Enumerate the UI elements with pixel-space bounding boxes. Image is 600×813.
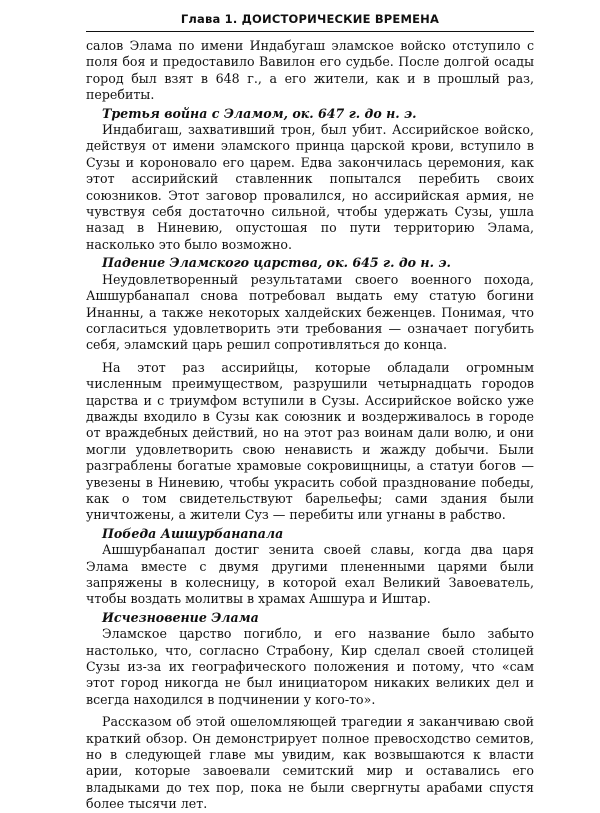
running-head: Глава 1. ДОИСТОРИЧЕСКИЕ ВРЕМЕНА: [86, 6, 534, 32]
paragraph-disappearance: Эламское царство погибло, и его название было забыто настолько, что, согласно Страбону, Кир сделал своей столицей Сузы из-за их географического положения и потому, что «сам этот город никогда не был инициатором никаких великих дел и всегда находился в подчинении у кого-то».: [86, 626, 534, 707]
paragraph-continued: салов Элама по имени Индабугаш эламское войско отступило с поля боя и предоставило Вавилон его судьбе. После долгой осады город был взят в 648 г., а его жители, как и в прошлый раз, перебиты.: [86, 38, 534, 103]
paragraph-fall-of-elam-2: На этот раз ассирийцы, которые обладали огромным численным преимуществом, разрушили четырнадцать городов царства и с триумфом вступили в Сузы. Ассирийское войско уже дважды входило в Сузы как союзник и воздерживалось в городе от враждебных действий, но на этот раз воинам дали волю, и они могли удовлетворить свою ненависть и жажду добычи. Были разграблены богатые храмовые сокровищницы, а статуи богов — увезены в Ниневию, чтобы украсить собой празднование победы, как о том свидетельствуют барельефы; сами здания были уничтожены, а жители Суз — перебиты или угнаны в рабство.: [86, 359, 534, 523]
book-page: [86, 6, 534, 812]
paragraph-victory: Ашшурбанапал достиг зенита своей славы, когда два царя Элама вместе с двумя другими плененными царями были запряжены в колесницу, в которой ехал Великий Завоеватель, чтобы воздать молитвы в храмах Ашшура и Иштар.: [86, 542, 534, 607]
paragraph-conclusion: Рассказом об этой ошеломляющей трагедии я заканчиваю свой краткий обзор. Он демонстрирует полное превосходство семитов, но в следующей главе мы увидим, как возвышаются к власти арии, которые завоевали семитский мир и оставались его владыками до тех пор, пока не были свергнуты арабами спустя более тысячи лет.: [86, 714, 534, 812]
section-heading-victory: Победа Ашшурбанапала: [102, 525, 284, 541]
paragraph-fall-of-elam-1: Неудовлетворенный результатами своего военного похода, Ашшурбанапал снова потребовал выдать ему статую богини Инанны, а также некоторых халдейских беженцев. Понимая, что согласиться удовлетворить эти требования — означает погубить себя, эламский царь решил сопротивляться до конца.: [86, 271, 534, 353]
section-heading-third-war: Третья война с Эламом, ок. 647 г. до н. э.: [102, 105, 417, 121]
paragraph-third-war: Индабигаш, захвативший трон, был убит. Ассирийское войско, действуя от имени эламского принца царской крови, вступило в Сузы и короновало его царем. Едва закончилась церемония, как этот ассирийский ставленник попытался перебить своих союзников. Этот заговор провалился, но ассирийская армия, не чувствуя себя достаточно сильной, чтобы удержать Сузы, ушла назад в Ниневию, опустошая по пути территорию Элама, насколько это было возможно.: [86, 122, 534, 252]
section-heading-disappearance: Исчезновение Элама: [102, 609, 259, 625]
section-heading-fall-of-elam: Падение Эламского царства, ок. 645 г. до н. э.: [102, 255, 451, 271]
